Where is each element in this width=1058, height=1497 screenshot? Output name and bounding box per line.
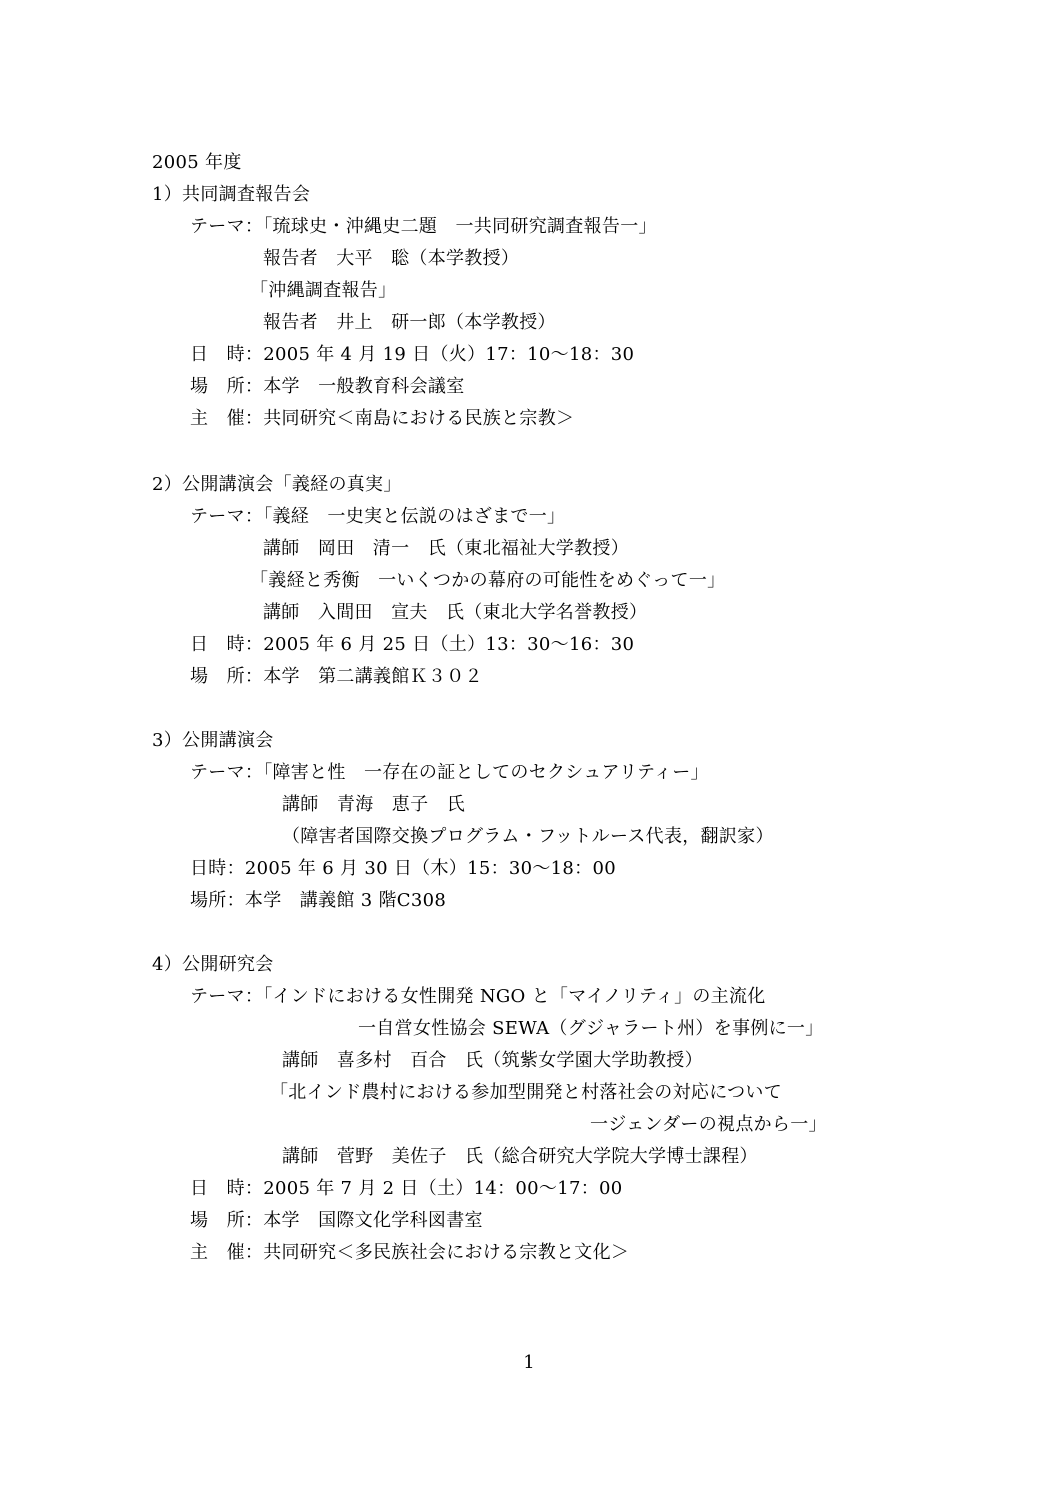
section-4-theme-2: 「北インド農村における参加型開発と村落社会の対応について xyxy=(270,1082,783,1103)
section-2-place: 場 所：本学 第二講義館Ｋ３０２ xyxy=(190,666,483,687)
section-1-organizer: 主 催：共同研究＜南島における民族と宗教＞ xyxy=(190,408,575,429)
section-1-datetime: 日 時：2005 年 4 月 19 日（火）17：10～18：30 xyxy=(190,344,635,365)
section-4-heading: 4）公開研究会 xyxy=(152,954,274,975)
section-4-datetime: 日 時：2005 年 7 月 2 日（土）14：00～17：00 xyxy=(190,1178,623,1199)
section-4-lecturer-2: 講師 菅野 美佐子 氏（総合研究大学院大学博士課程） xyxy=(282,1146,758,1167)
year-heading: 2005 年度 xyxy=(152,152,242,173)
section-2-lecturer-1: 講師 岡田 清一 氏（東北福祉大学教授） xyxy=(263,538,629,559)
page-number: 1 xyxy=(523,1352,535,1373)
section-1-theme-2: 「沖縄調査報告」 xyxy=(250,280,397,301)
section-1-theme: テーマ：「琉球史・沖縄史二題 一共同研究調査報告一」 xyxy=(190,216,657,237)
section-4-lecturer-1: 講師 喜多村 百合 氏（筑紫女学園大学助教授） xyxy=(282,1050,703,1071)
section-4-theme: テーマ：「インドにおける女性開発 NGO と「マイノリティ」の主流化 xyxy=(190,986,766,1007)
section-3-heading: 3）公開講演会 xyxy=(152,730,274,751)
section-4-place: 場 所：本学 国際文化学科図書室 xyxy=(190,1210,483,1231)
section-3-lecturer-affiliation: （障害者国際交換プログラム・フットルース代表，翻訳家） xyxy=(282,826,774,847)
section-3-lecturer: 講師 青海 恵子 氏 xyxy=(282,794,465,815)
section-2-datetime: 日 時：2005 年 6 月 25 日（土）13：30～16：30 xyxy=(190,634,635,655)
section-2-heading: 2）公開講演会「義経の真実」 xyxy=(152,474,402,495)
section-2-lecturer-2: 講師 入間田 宣夫 氏（東北大学名誉教授） xyxy=(263,602,648,623)
section-3-datetime: 日時：2005 年 6 月 30 日（木）15：30～18：00 xyxy=(190,858,616,879)
section-3-place: 場所：本学 講義館 3 階C308 xyxy=(190,890,447,911)
section-4-theme-subtitle: 一自営女性協会 SEWA（グジャラート州）を事例に一」 xyxy=(358,1018,824,1039)
section-4-organizer: 主 催：共同研究＜多民族社会における宗教と文化＞ xyxy=(190,1242,630,1263)
section-4-theme-2-subtitle: 一ジェンダーの視点から一」 xyxy=(590,1114,827,1135)
section-1-heading: 1）共同調査報告会 xyxy=(152,184,311,205)
section-3-theme: テーマ：「障害と性 一存在の証としてのセクシュアリティー」 xyxy=(190,762,709,783)
section-2-theme-2: 「義経と秀衡 一いくつかの幕府の可能性をめぐって一」 xyxy=(250,570,726,591)
section-2-theme: テーマ：「義経 一史実と伝説のはざまで一」 xyxy=(190,506,566,527)
section-1-place: 場 所：本学 一般教育科会議室 xyxy=(190,376,465,397)
section-1-reporter-2: 報告者 井上 研一郎（本学教授） xyxy=(263,312,556,333)
section-1-reporter-1: 報告者 大平 聡（本学教授） xyxy=(263,248,520,269)
